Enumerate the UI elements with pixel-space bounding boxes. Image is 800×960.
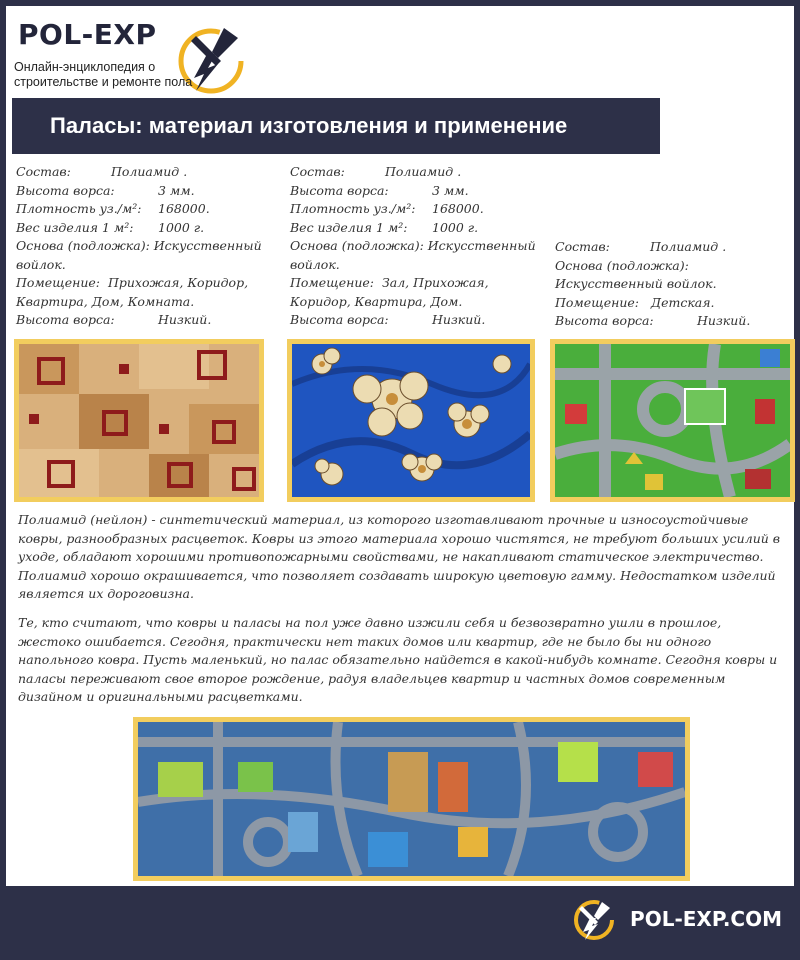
spec-room: [290, 274, 552, 311]
tagline-line-2: строительстве и ремонте пола: [14, 75, 193, 89]
spec-label: Основа (подложка):: [290, 238, 424, 253]
spec-value: Искусственный войлок.: [290, 238, 536, 272]
carpet-city-roads-picture: [138, 722, 685, 876]
spec-column-2: [290, 163, 552, 330]
spec-value: 1000 г.: [158, 219, 205, 235]
spec-value: 168000.: [432, 201, 484, 216]
spec-label: Вес изделия 1 м²:: [16, 219, 134, 235]
carpet-kids-city-picture: [555, 344, 790, 497]
spec-value: Полиамид .: [650, 239, 727, 254]
page-title: Паласы: материал изготовления и применение: [50, 113, 568, 138]
spec-room: [16, 274, 278, 311]
carpet-floral-picture: [292, 344, 530, 497]
spec-label: Высота ворса:: [290, 312, 389, 327]
spec-value: Низкий.: [697, 313, 751, 328]
spec-label: Основа (подложка):: [16, 238, 150, 253]
spec-label: Высота ворса:: [290, 182, 389, 198]
spec-value: Низкий.: [158, 312, 212, 327]
carpet-geometric-picture: [19, 344, 259, 497]
spec-base: [290, 237, 552, 274]
brand-logo-text: POL-EXP: [18, 18, 157, 51]
tagline: [14, 60, 214, 90]
spec-label: Состав:: [555, 239, 610, 254]
carpet-image-geometric: [14, 339, 264, 502]
spec-column-3: [555, 238, 795, 331]
spec-label: Помещение:: [555, 294, 639, 310]
spec-value: Полиамид .: [111, 164, 188, 179]
paragraph-carpets-today: Те, кто считают, что ковры и паласы на пол уже давно изжили себя и безвозвратно ушли в прошлое, жестоко ошибается. Сегодня, практически нет таких домов или квартир, где не было бы ни одного напольного ковра. Пусть маленький, но палас обязательно найдется в какой-нибудь комнате. Сегодня ковры и паласы переживают свое второе рождение, радуя владельцев квартир и частных домов современным дизайном и оригинальными расцветками.: [18, 615, 778, 704]
footer-logo: [566, 896, 782, 942]
spec-value: 3 мм.: [432, 182, 469, 198]
spec-value: Полиамид .: [385, 164, 462, 179]
spec-value: 1000 г.: [432, 219, 479, 235]
paragraph-polyamide: Полиамид (нейлон) - синтетический материал, из которого изготавливают прочные и износоустойчивые ковры, разнообразных расцветок. Ковры из этого материала хорошо чистятся, не требуют больших усилий в уходе, обладают хорошими противопожарными свойствами, не накапливают статическое электричество. Полиамид хорошо окрашивается, что позволяет создавать широкую цветовую гамму. Недостатком изделий является их дороговизна.: [18, 512, 781, 601]
spec-label: Высота ворса:: [555, 313, 654, 328]
tools-logo-icon: [566, 896, 622, 942]
carpet-image-floral: [287, 339, 535, 502]
spec-room: [555, 294, 795, 313]
carpet-image-kids-city: [550, 339, 795, 502]
spec-label: Вес изделия 1 м²:: [290, 219, 408, 235]
spec-value: Прихожая, Коридор, Квартира, Дом, Комната.: [16, 275, 249, 309]
spec-value: Зал, Прихожая, Коридор, Квартира, Дом.: [290, 275, 489, 309]
spec-label: Плотность уз./м²:: [290, 201, 416, 216]
spec-label: Высота ворса:: [16, 182, 115, 198]
spec-base-value: Искусственный войлок.: [555, 276, 717, 291]
spec-label: Плотность уз./м²:: [16, 201, 142, 216]
spec-column-1: [16, 163, 278, 330]
spec-base: [16, 237, 278, 274]
spec-value: Низкий.: [432, 312, 486, 327]
spec-label: Помещение:: [290, 275, 374, 290]
spec-value: Детская.: [650, 294, 715, 310]
spec-value: Искусственный войлок.: [16, 238, 262, 272]
spec-label: Состав:: [16, 164, 71, 179]
spec-label: Высота ворса:: [16, 312, 115, 327]
title-banner: [12, 98, 660, 154]
spec-value: 168000.: [158, 201, 210, 216]
tagline-line-1: Онлайн-энциклопедия о: [14, 60, 156, 74]
carpet-image-city-roads: [133, 717, 690, 881]
spec-label: Состав:: [290, 164, 345, 179]
spec-base-label: Основа (подложка):: [555, 257, 689, 273]
page-sheet: [6, 6, 794, 886]
footer-site-name: POL-EXP.COM: [630, 907, 782, 931]
spec-value: 3 мм.: [158, 182, 195, 198]
spec-label: Помещение:: [16, 275, 100, 290]
